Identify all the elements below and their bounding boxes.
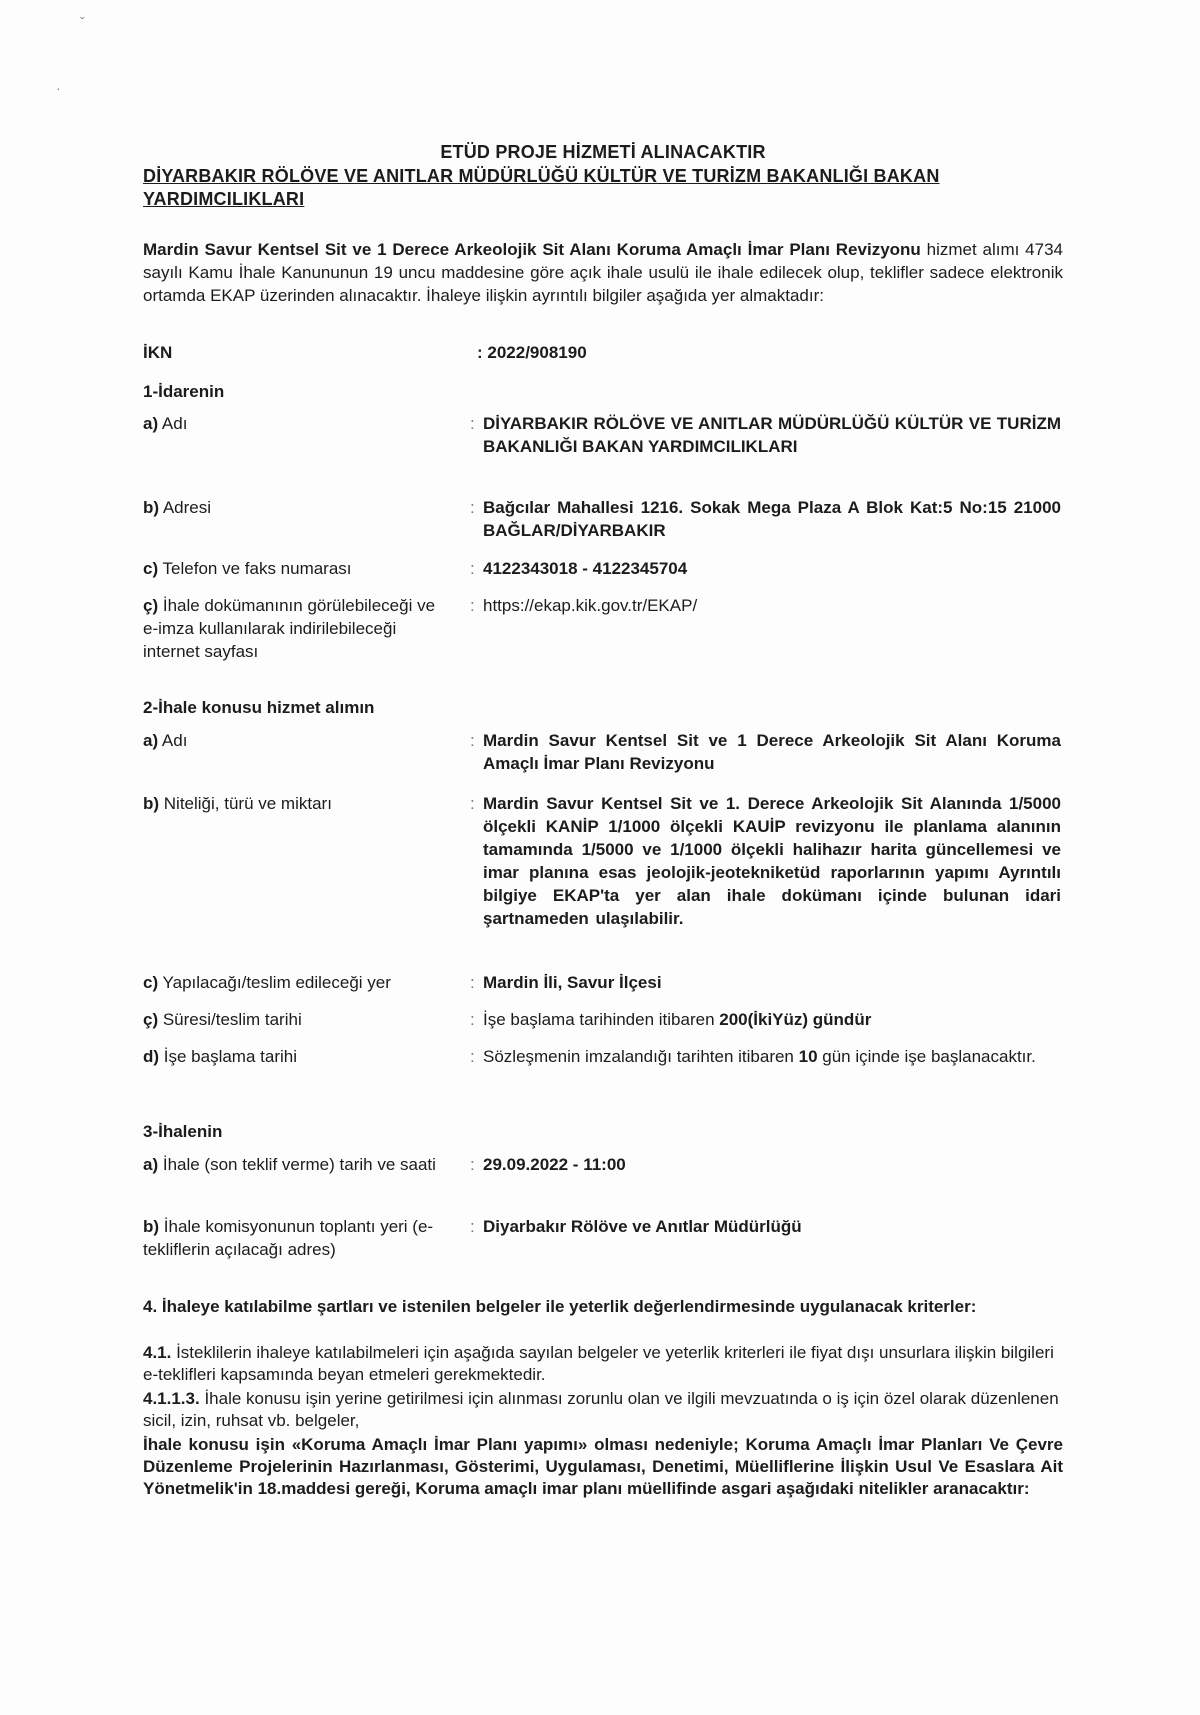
row-value: Diyarbakır Rölöve ve Anıtlar Müdürlüğü: [483, 1217, 802, 1236]
row-label: a) Adı: [143, 414, 188, 433]
row-value: Sözleşmenin imzalandığı tarihten itibaren 10 gün içinde işe başlanacaktır.: [483, 1047, 1036, 1066]
row-label: c) Telefon ve faks numarası: [143, 559, 352, 578]
ikn-label: İKN: [143, 343, 173, 362]
scan-speck: ˇ: [80, 14, 85, 30]
intro-text: hizmet alımı 4734 sayılı Kamu İhale Kanununun 19 uncu maddesine göre açık ihale usulü ile ihale edilecek olup, teklifler sadece elektronik ortamda EKAP üzerinden alınacaktır. İhaleye ilişkin ayrıntılı bilgiler aşağıda yer almaktadır:: [143, 240, 1063, 305]
ikn-value: : 2022/908190: [477, 343, 587, 362]
row-label: a) İhale (son teklif verme) tarih ve saati: [143, 1155, 436, 1174]
document-subtitle: DİYARBAKIR RÖLÖVE VE ANITLAR MÜDÜRLÜĞÜ KÜLTÜR VE TURİZM BAKANLIĞI BAKAN YARDIMCILIKLARI: [143, 166, 940, 209]
intro-bold: Mardin Savur Kentsel Sit ve 1 Derece Arkeolojik Sit Alanı Koruma Amaçlı İmar Planı Revizyonu: [143, 240, 921, 259]
row-value: Bağcılar Mahallesi 1216. Sokak Mega Plaza A Blok Kat:5 No:15 21000 BAĞLAR/DİYARBAKIR: [483, 498, 1061, 540]
section2-heading: 2-İhale konusu hizmet alımın: [143, 698, 375, 717]
document-title: ETÜD PROJE HİZMETİ ALINACAKTIR: [440, 142, 766, 162]
ekap-link[interactable]: https://ekap.kik.gov.tr/EKAP/: [483, 596, 698, 615]
row-value: 29.09.2022 - 11:00: [483, 1155, 626, 1174]
row-label: d) İşe başlama tarihi: [143, 1047, 297, 1066]
row-label: b) İhale komisyonunun toplantı yeri (e-tekliflerin açılacağı adres): [143, 1217, 434, 1259]
document-page: ˇ · ETÜD PROJE HİZMETİ ALINACAKTIR DİYARBAKIR RÖLÖVE VE ANITLAR MÜDÜRLÜĞÜ KÜLTÜR VE TURİZM BAKANLIĞI BAKAN YARDIMCILIKLARI Mardin Savur Kentsel Sit ve 1 Derece Arkeolojik Sit Alanı Koruma Amaçlı İmar Planı Revizyonu hizmet alımı 4734 sayılı Kamu İhale Kanununun 19 uncu maddesine göre açık ihale usulü ile ihale edilecek olup, teklifler sadece elektronik ortamda EKAP üzerinden alınacaktır. İhaleye ilişkin ayrıntılı bilgiler aşağıda yer almaktadır: İKN : 2022/908190 1-İdarenin a) Adı : DİYARBAKIR RÖLÖVE VE ANITLAR MÜDÜRLÜĞÜ KÜLTÜR VE TURİZM BAKANLIĞI BAKAN YARDIMCILIKLARI b) Adresi : Bağcılar Mahallesi 1216. Sokak Mega Plaza A Blok Kat:5 No:15 21000 BAĞLAR/DİYARBAKIR c) Telefon ve faks numarası : 4122343018 - 4122345704 ç) İhale dokümanının görülebileceği ve e-imza kullanılarak indirilebileceği internet sayfası : https://ekap.kik.gov.tr/EKAP/ 2-İhale konusu hizmet alımın a) Adı : Mardin Savur Kentsel Sit ve 1 Derece Arkeolojik Sit Alanı Koruma Amaçlı İmar Planı Revizyonu b) Niteliği, türü ve miktarı : Mardin Savur Kentsel Sit ve 1. Derece Arkeolojik Sit Alanında 1/5000 ölçekli KANİP 1/1000 ölçekli KAUİP revizyonu ile planlama alanının tamamında 1/5000 ve 1/1000 ölçekli halihazır harita güncellemesi ve imar planına esas jeolojik-jeotekniketüd raporlarının yapımı Ayrıntılı bilgiye EKAP'ta yer alan ihale dokümanı içinde bulunan idari şartnameden ulaşılabilir. c) Yapılacağı/teslim edileceği yer : Mardin İli, Savur İlçesi ç) Süresi/teslim tarihi : İşe başlama tarihinden itibaren 200(İkiYüz) gündür d) İşe başlama tarihi : Sözleşmenin imzalandığı tarihten itibaren 10 gün içinde işe başlanacaktır. 3-İhalenin a) İhale (son teklif verme) tarih ve saati : 29.09.2022 - 11:00 b) İhale komisyonunun toplantı yeri (e-tekliflerin açılacağı adres) : Diyarbakır Rölöve ve Anıtlar Müdürlüğü 4. İhaleye katılabilme şartları ve istenilen belgeler ile yeterlik değerlendirmesinde uygulanacak kriterler: 4.1. İsteklilerin ihaleye katılabilmeleri için aşağıda sayılan belgeler ve yeterlik kriterleri ile fiyat dışı unsurlara ilişkin bilgileri e-teklifleri kapsamında beyan etmeleri gerekmektedir. 4.1.1.3. İhale konusu işin yerine getirilmesi için alınması zorunlu olan ve ilgili mevzuatında o iş için özel olarak düzenlenen sicil, izin, ruhsat vb. belgeler, İhale konusu işin «Koruma Amaçlı İmar Planı yapımı» olması nedeniyle; Koruma Amaçlı İmar Planları Ve Çevre Düzenleme Projelerinin Hazırlanması, Gösterimi, Uygulaması, Denetimi, Müelliflerine İlişkin Usul Ve Esaslara Ait Yönetmelik'in 18.maddesi gereği, Koruma amaçlı imar planı müellifinde asgari aşağıdaki nitelikler aranacaktır:: [0, 0, 1200, 1715]
section4-heading: 4. İhaleye katılabilme şartları ve istenilen belgeler ile yeterlik değerlendirmesinde uygulanacak kriterler:: [143, 1297, 977, 1316]
section4-p1: 4.1. İsteklilerin ihaleye katılabilmeleri için aşağıda sayılan belgeler ve yeterlik kriterleri ile fiyat dışı unsurlara ilişkin bilgileri e-teklifleri kapsamında beyan etmeleri gerekmektedir.: [143, 1343, 1054, 1384]
row-value: Mardin İli, Savur İlçesi: [483, 973, 662, 992]
row-value: Mardin Savur Kentsel Sit ve 1 Derece Arkeolojik Sit Alanı Koruma Amaçlı İmar Planı Revizyonu: [483, 731, 1061, 773]
section3-heading: 3-İhalenin: [143, 1122, 223, 1141]
section4-p3: İhale konusu işin «Koruma Amaçlı İmar Planı yapımı» olması nedeniyle; Koruma Amaçlı İmar Planları Ve Çevre Düzenleme Projelerinin Hazırlanması, Gösterimi, Uygulaması, Denetimi, Müelliflerine İlişkin Usul Ve Esaslara Ait Yönetmelik'in 18.maddesi gereği, Koruma amaçlı imar planı müellifinde asgari aşağıdaki nitelikler aranacaktır:: [143, 1435, 1063, 1498]
scan-speck: ·: [56, 80, 61, 96]
intro-paragraph: [143, 238, 1063, 307]
row-label: b) Adresi: [143, 498, 212, 517]
row-value: 4122343018 - 4122345704: [483, 559, 688, 578]
section1-heading: 1-İdarenin: [143, 382, 225, 401]
row-label: b) Niteliği, türü ve miktarı: [143, 794, 332, 813]
row-label: ç) İhale dokümanının görülebileceği ve e-imza kullanılarak indirilebileceği internet sayfası: [143, 596, 436, 661]
section4-p2: 4.1.1.3. İhale konusu işin yerine getirilmesi için alınması zorunlu olan ve ilgili mevzuatında o iş için özel olarak düzenlenen sicil, izin, ruhsat vb. belgeler,: [143, 1389, 1059, 1430]
row-value: Mardin Savur Kentsel Sit ve 1. Derece Arkeolojik Sit Alanında 1/5000 ölçekli KANİP 1/1000 ölçekli KAUİP revizyonu ile planlama alanının tamamında 1/5000 ve 1/1000 ölçekli halihazır harita güncellemesi ve imar planına esas jeolojik-jeotekniketüd raporlarının yapımı Ayrıntılı bilgiye EKAP'ta yer alan ihale dokümanı içinde bulunan idari şartnameden ulaşılabilir.: [483, 794, 1061, 928]
row-label: c) Yapılacağı/teslim edileceği yer: [143, 973, 391, 992]
row-value: İşe başlama tarihinden itibaren 200(İkiYüz) gündür: [483, 1010, 872, 1029]
row-label: ç) Süresi/teslim tarihi: [143, 1010, 302, 1029]
row-label: a) Adı: [143, 731, 188, 750]
row-value: DİYARBAKIR RÖLÖVE VE ANITLAR MÜDÜRLÜĞÜ KÜLTÜR VE TURİZM BAKANLIĞI BAKAN YARDIMCILIKLARI: [483, 414, 1061, 456]
